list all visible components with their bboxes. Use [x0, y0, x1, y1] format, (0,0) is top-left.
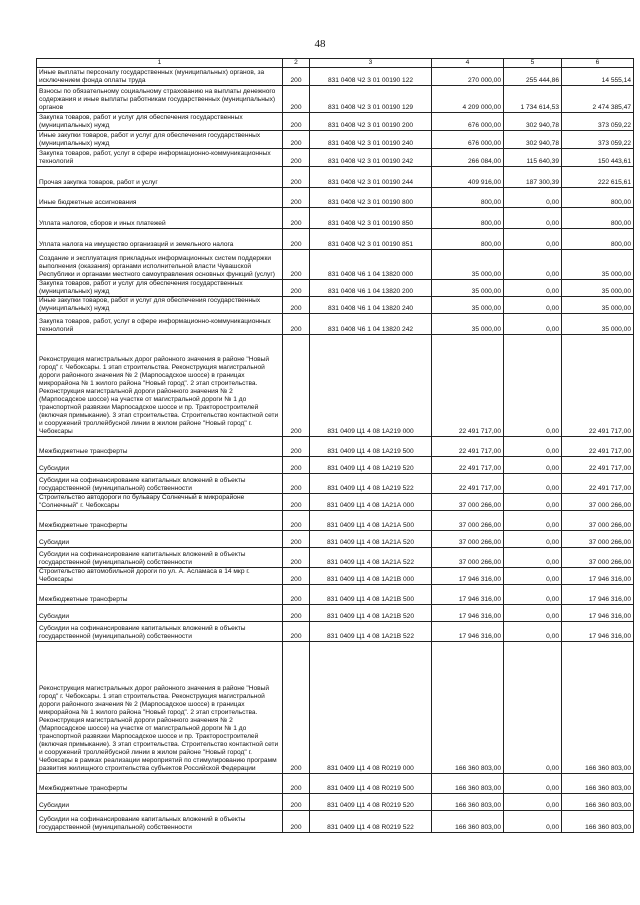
row-remaining-amount: 373 059,22 [562, 131, 634, 149]
column-header: 1 [37, 59, 283, 68]
table-row [37, 188, 634, 208]
row-approved-amount: 22 491 717,00 [432, 457, 504, 474]
row-code: 200 [283, 622, 310, 642]
table-row [37, 605, 634, 622]
row-code: 200 [283, 642, 310, 774]
row-approved-amount: 17 946 316,00 [432, 568, 504, 585]
row-code: 200 [283, 585, 310, 605]
row-executed-amount: 0,00 [504, 605, 562, 622]
table-row [37, 548, 634, 568]
row-name: Уплата налога на имущество организаций и земельного налога [37, 229, 283, 250]
row-approved-amount: 4 209 000,00 [432, 86, 504, 113]
row-classification-code: 831 0408 Ч6 1 04 13820 242 [310, 314, 432, 335]
table-row [37, 568, 634, 585]
table-row [37, 642, 634, 774]
row-remaining-amount: 17 946 316,00 [562, 585, 634, 605]
table-row [37, 229, 634, 250]
row-name: Субсидии [37, 794, 283, 811]
table-row [37, 113, 634, 131]
row-executed-amount: 302 940,78 [504, 131, 562, 149]
row-approved-amount: 166 360 803,00 [432, 774, 504, 794]
row-remaining-amount: 22 491 717,00 [562, 437, 634, 457]
row-approved-amount: 676 000,00 [432, 131, 504, 149]
row-classification-code: 831 0408 Ч2 3 01 00190 200 [310, 113, 432, 131]
row-code: 200 [283, 68, 310, 86]
row-classification-code: 831 0409 Ц1 4 08 1А219 500 [310, 437, 432, 457]
row-remaining-amount: 373 059,22 [562, 113, 634, 131]
row-code: 200 [283, 494, 310, 511]
row-remaining-amount: 166 360 803,00 [562, 794, 634, 811]
row-approved-amount: 17 946 316,00 [432, 622, 504, 642]
row-code: 200 [283, 511, 310, 531]
table-row [37, 86, 634, 113]
row-code: 200 [283, 568, 310, 585]
row-approved-amount: 800,00 [432, 208, 504, 229]
row-name: Строительство автодороги по бульвару Солнечный в микрорайоне "Солнечный" г. Чебоксары [37, 494, 283, 511]
row-name: Межбюджетные трансферты [37, 585, 283, 605]
row-approved-amount: 35 000,00 [432, 250, 504, 280]
row-code: 200 [283, 297, 310, 314]
row-remaining-amount: 35 000,00 [562, 314, 634, 335]
row-classification-code: 831 0409 Ц1 4 08 1А21В 000 [310, 568, 432, 585]
row-classification-code: 831 0408 Ч2 3 01 00190 800 [310, 188, 432, 208]
row-remaining-amount: 22 491 717,00 [562, 335, 634, 437]
row-executed-amount: 0,00 [504, 457, 562, 474]
row-executed-amount: 0,00 [504, 548, 562, 568]
row-code: 200 [283, 208, 310, 229]
row-name: Межбюджетные трансферты [37, 511, 283, 531]
table-row [37, 68, 634, 86]
row-approved-amount: 166 360 803,00 [432, 642, 504, 774]
row-name: Субсидии [37, 457, 283, 474]
row-classification-code: 831 0409 Ц1 4 08 1А21В 500 [310, 585, 432, 605]
row-executed-amount: 0,00 [504, 774, 562, 794]
row-remaining-amount: 2 474 385,47 [562, 86, 634, 113]
row-executed-amount: 0,00 [504, 531, 562, 548]
row-executed-amount: 0,00 [504, 794, 562, 811]
row-remaining-amount: 37 000 266,00 [562, 531, 634, 548]
row-code: 200 [283, 774, 310, 794]
row-executed-amount: 0,00 [504, 280, 562, 297]
table-row [37, 167, 634, 188]
row-classification-code: 831 0408 Ч6 1 04 13820 240 [310, 297, 432, 314]
row-remaining-amount: 166 360 803,00 [562, 811, 634, 833]
row-approved-amount: 409 916,00 [432, 167, 504, 188]
row-remaining-amount: 14 555,14 [562, 68, 634, 86]
row-executed-amount: 255 444,86 [504, 68, 562, 86]
row-classification-code: 831 0408 Ч2 3 01 00190 129 [310, 86, 432, 113]
row-executed-amount: 0,00 [504, 250, 562, 280]
row-approved-amount: 35 000,00 [432, 314, 504, 335]
row-classification-code: 831 0408 Ч2 3 01 00190 851 [310, 229, 432, 250]
column-header: 4 [432, 59, 504, 68]
row-classification-code: 831 0409 Ц1 4 08 1А219 520 [310, 457, 432, 474]
row-remaining-amount: 17 946 316,00 [562, 622, 634, 642]
row-remaining-amount: 222 615,61 [562, 167, 634, 188]
table-row [37, 149, 634, 167]
table-row [37, 622, 634, 642]
row-classification-code: 831 0409 Ц1 4 08 R0219 520 [310, 794, 432, 811]
row-classification-code: 831 0408 Ч6 1 04 13820 000 [310, 250, 432, 280]
row-executed-amount: 1 734 614,53 [504, 86, 562, 113]
row-classification-code: 831 0408 Ч2 3 01 00190 850 [310, 208, 432, 229]
row-name: Закупка товаров, работ, услуг в сфере информационно-коммуникационных технологий [37, 149, 283, 167]
row-remaining-amount: 166 360 803,00 [562, 774, 634, 794]
row-code: 200 [283, 605, 310, 622]
row-name: Закупка товаров, работ, услуг в сфере информационно-коммуникационных технологий [37, 314, 283, 335]
table-row [37, 297, 634, 314]
row-classification-code: 831 0409 Ц1 4 08 1А219 522 [310, 474, 432, 494]
row-classification-code: 831 0408 Ч6 1 04 13820 200 [310, 280, 432, 297]
budget-execution-table [36, 58, 634, 833]
row-name: Взносы по обязательному социальному страхованию на выплаты денежного содержания и иные выплаты работникам государственных (муниципальных) органов [37, 86, 283, 113]
row-executed-amount: 0,00 [504, 208, 562, 229]
row-executed-amount: 0,00 [504, 585, 562, 605]
row-remaining-amount: 800,00 [562, 208, 634, 229]
row-approved-amount: 166 360 803,00 [432, 811, 504, 833]
row-approved-amount: 37 000 266,00 [432, 548, 504, 568]
row-executed-amount: 115 640,39 [504, 149, 562, 167]
row-code: 200 [283, 474, 310, 494]
row-approved-amount: 35 000,00 [432, 297, 504, 314]
row-approved-amount: 17 946 316,00 [432, 585, 504, 605]
row-code: 200 [283, 335, 310, 437]
table-row [37, 531, 634, 548]
row-name: Иные выплаты персоналу государственных (муниципальных) органов, за исключением фонда оплаты труда [37, 68, 283, 86]
row-code: 200 [283, 167, 310, 188]
row-remaining-amount: 22 491 717,00 [562, 457, 634, 474]
row-executed-amount: 0,00 [504, 622, 562, 642]
row-approved-amount: 37 000 266,00 [432, 531, 504, 548]
row-name: Строительство автомобильной дороги по ул. А. Асламаса в 14 мкр г. Чебоксары [37, 568, 283, 585]
row-classification-code: 831 0409 Ц1 4 08 R0219 000 [310, 642, 432, 774]
row-approved-amount: 22 491 717,00 [432, 335, 504, 437]
row-approved-amount: 17 946 316,00 [432, 605, 504, 622]
row-name: Прочая закупка товаров, работ и услуг [37, 167, 283, 188]
row-classification-code: 831 0409 Ц1 4 08 1А21А 500 [310, 511, 432, 531]
row-code: 200 [283, 86, 310, 113]
row-executed-amount: 0,00 [504, 642, 562, 774]
row-code: 200 [283, 437, 310, 457]
row-approved-amount: 266 084,00 [432, 149, 504, 167]
table-row [37, 811, 634, 833]
row-remaining-amount: 22 491 717,00 [562, 474, 634, 494]
row-classification-code: 831 0409 Ц1 4 08 1А21А 520 [310, 531, 432, 548]
row-classification-code: 831 0408 Ч2 3 01 00190 242 [310, 149, 432, 167]
table-row [37, 474, 634, 494]
row-approved-amount: 37 000 266,00 [432, 511, 504, 531]
row-classification-code: 831 0409 Ц1 4 08 1А21А 522 [310, 548, 432, 568]
row-remaining-amount: 17 946 316,00 [562, 605, 634, 622]
row-name: Реконструкция магистральных дорог районного значения в районе "Новый город" г. Чебоксары. 1 этап строительства. Реконструкция магистральной дороги районного значения № 2 (Марпосадское шоссе) в границах микрорайона № 1 жилого района "Новый город". 2 этап строительства. Реконструкция магистральной дороги районного значения № 2 (Марпосадское шоссе) на участке от магистральной дороги № 1 до транспортной развязки Марпосадское шоссе и пр. Тракторостроителей (включая примыкание). 3 этап строительства. Строительство контактной сети и сооружений троллейбусной линии в жилом районе "Новый город" г. Чебоксары [37, 335, 283, 437]
row-classification-code: 831 0408 Ч2 3 01 00190 244 [310, 167, 432, 188]
row-name: Иные закупки товаров, работ и услуг для обеспечения государственных (муниципальных) нужд [37, 131, 283, 149]
table-row [37, 280, 634, 297]
table-row [37, 794, 634, 811]
column-header: 3 [310, 59, 432, 68]
row-classification-code: 831 0408 Ч2 3 01 00190 122 [310, 68, 432, 86]
row-name: Иные закупки товаров, работ и услуг для обеспечения государственных (муниципальных) нужд [37, 297, 283, 314]
row-executed-amount: 187 300,39 [504, 167, 562, 188]
row-approved-amount: 166 360 803,00 [432, 794, 504, 811]
row-code: 200 [283, 457, 310, 474]
row-code: 200 [283, 131, 310, 149]
row-approved-amount: 270 000,00 [432, 68, 504, 86]
table-header-row [37, 59, 634, 68]
row-remaining-amount: 17 946 316,00 [562, 568, 634, 585]
row-code: 200 [283, 229, 310, 250]
row-code: 200 [283, 149, 310, 167]
row-remaining-amount: 150 443,61 [562, 149, 634, 167]
row-remaining-amount: 800,00 [562, 188, 634, 208]
row-approved-amount: 37 000 266,00 [432, 494, 504, 511]
row-name: Иные бюджетные ассигнования [37, 188, 283, 208]
row-approved-amount: 35 000,00 [432, 280, 504, 297]
row-name: Закупка товаров, работ и услуг для обеспечения государственных (муниципальных) нужд [37, 280, 283, 297]
row-approved-amount: 800,00 [432, 188, 504, 208]
row-approved-amount: 676 000,00 [432, 113, 504, 131]
table-row [37, 437, 634, 457]
row-name: Субсидии [37, 605, 283, 622]
table-row [37, 335, 634, 437]
row-executed-amount: 0,00 [504, 511, 562, 531]
row-code: 200 [283, 548, 310, 568]
row-executed-amount: 0,00 [504, 335, 562, 437]
table-row [37, 131, 634, 149]
row-code: 200 [283, 531, 310, 548]
row-remaining-amount: 35 000,00 [562, 250, 634, 280]
row-classification-code: 831 0409 Ц1 4 08 1А219 000 [310, 335, 432, 437]
row-classification-code: 831 0409 Ц1 4 08 1А21В 520 [310, 605, 432, 622]
row-name: Субсидии на софинансирование капитальных вложений в объекты государственной (муниципальной) собственности [37, 548, 283, 568]
row-remaining-amount: 37 000 266,00 [562, 511, 634, 531]
row-executed-amount: 0,00 [504, 188, 562, 208]
row-executed-amount: 0,00 [504, 229, 562, 250]
row-name: Субсидии на софинансирование капитальных вложений в объекты государственной (муниципальной) собственности [37, 811, 283, 833]
row-executed-amount: 0,00 [504, 811, 562, 833]
row-name: Субсидии на софинансирование капитальных вложений в объекты государственной (муниципальной) собственности [37, 474, 283, 494]
row-code: 200 [283, 188, 310, 208]
table-row [37, 208, 634, 229]
table-row [37, 511, 634, 531]
row-executed-amount: 0,00 [504, 297, 562, 314]
row-executed-amount: 302 940,78 [504, 113, 562, 131]
row-code: 200 [283, 250, 310, 280]
row-name: Уплата налогов, сборов и иных платежей [37, 208, 283, 229]
row-name: Закупка товаров, работ и услуг для обеспечения государственных (муниципальных) нужд [37, 113, 283, 131]
row-remaining-amount: 35 000,00 [562, 297, 634, 314]
page-number: 48 [314, 38, 326, 50]
row-executed-amount: 0,00 [504, 437, 562, 457]
row-classification-code: 831 0408 Ч2 3 01 00190 240 [310, 131, 432, 149]
row-code: 200 [283, 113, 310, 131]
row-code: 200 [283, 794, 310, 811]
row-approved-amount: 22 491 717,00 [432, 437, 504, 457]
table-row [37, 250, 634, 280]
row-name: Создание и эксплуатация прикладных информационных систем поддержки выполнения (оказания) органами исполнительной власти Чувашской Республики и органами местного самоуправления основных функций (услуг) [37, 250, 283, 280]
row-remaining-amount: 166 360 803,00 [562, 642, 634, 774]
table-row [37, 774, 634, 794]
row-remaining-amount: 37 000 266,00 [562, 494, 634, 511]
row-executed-amount: 0,00 [504, 314, 562, 335]
row-name: Реконструкция магистральных дорог районного значения в районе "Новый город" г. Чебоксары. 1 этап строительства. Реконструкция магистральной дороги районного значения № 2 (Марпосадское шоссе) в границах микрорайона № 1 жилого района "Новый город". 2 этап строительства. Реконструкция магистральной дороги районного значения № 2 (Марпосадское шоссе) на участке от магистральной дороги № 1 до транспортной развязки Марпосадское шоссе и пр. Тракторостроителей (включая примыкание). 3 этап строительства. Строительство контактной сети и сооружений троллейбусной линии в жилом районе "Новый город" г. Чебоксары в рамках реализации мероприятий по стимулированию программ развития жилищного строительства субъектов Российской Федерации [37, 642, 283, 774]
row-approved-amount: 22 491 717,00 [432, 474, 504, 494]
column-header: 2 [283, 59, 310, 68]
row-executed-amount: 0,00 [504, 494, 562, 511]
row-approved-amount: 800,00 [432, 229, 504, 250]
row-name: Межбюджетные трансферты [37, 437, 283, 457]
row-classification-code: 831 0409 Ц1 4 08 1А21А 000 [310, 494, 432, 511]
row-code: 200 [283, 314, 310, 335]
row-classification-code: 831 0409 Ц1 4 08 1А21В 522 [310, 622, 432, 642]
column-header: 5 [504, 59, 562, 68]
row-name: Межбюджетные трансферты [37, 774, 283, 794]
row-executed-amount: 0,00 [504, 568, 562, 585]
table-row [37, 457, 634, 474]
row-remaining-amount: 800,00 [562, 229, 634, 250]
row-remaining-amount: 37 000 266,00 [562, 548, 634, 568]
row-code: 200 [283, 280, 310, 297]
table-row [37, 314, 634, 335]
row-remaining-amount: 35 000,00 [562, 280, 634, 297]
table-row [37, 494, 634, 511]
table-row [37, 585, 634, 605]
row-classification-code: 831 0409 Ц1 4 08 R0219 500 [310, 774, 432, 794]
row-classification-code: 831 0409 Ц1 4 08 R0219 522 [310, 811, 432, 833]
column-header: 6 [562, 59, 634, 68]
row-name: Субсидии на софинансирование капитальных вложений в объекты государственной (муниципальной) собственности [37, 622, 283, 642]
row-code: 200 [283, 811, 310, 833]
row-executed-amount: 0,00 [504, 474, 562, 494]
row-name: Субсидии [37, 531, 283, 548]
